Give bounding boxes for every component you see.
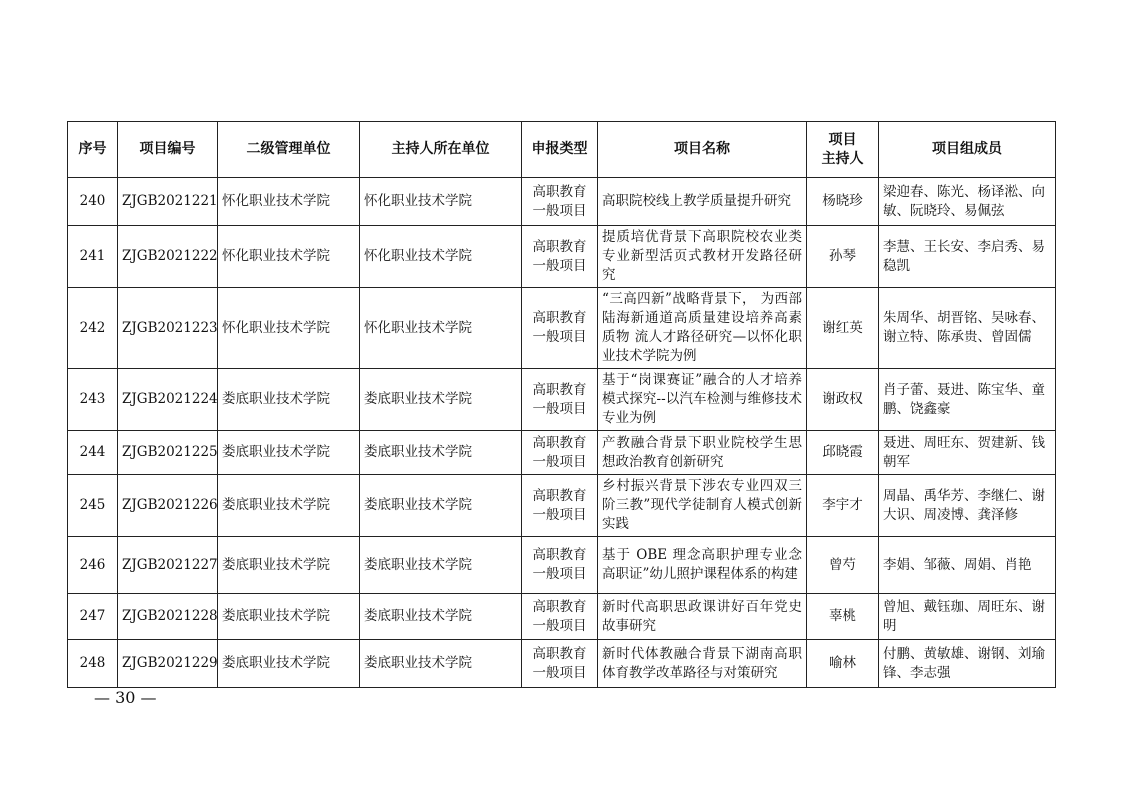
header-host-line2: 主持人 <box>821 150 864 167</box>
cell-unit: 娄底职业技术学院 <box>218 475 360 537</box>
cell-type: 高职教育一般项目 <box>522 431 598 475</box>
cell-project-name: 基于“岗课赛证”融合的人才培养模式探究--以汽车检测与维修技术专业为例 <box>598 369 807 431</box>
cell-members: 肖子蕾、聂进、陈宝华、童鹏、饶鑫豪 <box>879 369 1056 431</box>
table-body <box>68 178 1056 688</box>
table-row <box>68 640 1056 688</box>
header-code: 项目编号 <box>118 122 218 178</box>
cell-host-unit: 娄底职业技术学院 <box>360 640 522 688</box>
table-row <box>68 537 1056 594</box>
cell-code: ZJGB2021221 <box>118 178 218 226</box>
cell-host: 杨晓珍 <box>807 178 879 226</box>
cell-type: 高职教育一般项目 <box>522 369 598 431</box>
table-row <box>68 594 1056 640</box>
header-host <box>807 122 879 178</box>
cell-unit: 娄底职业技术学院 <box>218 369 360 431</box>
header-type: 申报类型 <box>522 122 598 178</box>
header-unit: 二级管理单位 <box>218 122 360 178</box>
header-members: 项目组成员 <box>879 122 1056 178</box>
cell-host: 邱晓霞 <box>807 431 879 475</box>
cell-host: 孙琴 <box>807 226 879 288</box>
header-host-unit: 主持人所在单位 <box>360 122 522 178</box>
cell-type: 高职教育一般项目 <box>522 288 598 369</box>
cell-host-unit: 怀化职业技术学院 <box>360 288 522 369</box>
cell-unit: 怀化职业技术学院 <box>218 226 360 288</box>
cell-unit: 怀化职业技术学院 <box>218 288 360 369</box>
cell-unit: 娄底职业技术学院 <box>218 640 360 688</box>
cell-code: ZJGB2021226 <box>118 475 218 537</box>
cell-type: 高职教育一般项目 <box>522 594 598 640</box>
header-name: 项目名称 <box>598 122 807 178</box>
cell-project-name: 新时代高职思政课讲好百年党史故事研究 <box>598 594 807 640</box>
cell-type: 高职教育一般项目 <box>522 640 598 688</box>
page-number: — 30 — <box>94 688 157 707</box>
cell-project-name: “三高四新”战略背景下， 为西部陆海新通道高质量建设培养高素质物 流人才路径研究—以怀化职业技术学院为例 <box>598 288 807 369</box>
cell-members: 付鹏、黄敏雄、谢钢、刘瑜锋、李志强 <box>879 640 1056 688</box>
cell-members: 朱周华、胡晋铭、吴咏春、谢立特、陈承贵、曾固儒 <box>879 288 1056 369</box>
cell-code: ZJGB2021229 <box>118 640 218 688</box>
cell-type: 高职教育一般项目 <box>522 475 598 537</box>
cell-members: 曾旭、戴钰珈、周旺东、谢明 <box>879 594 1056 640</box>
cell-seq: 242 <box>68 288 118 369</box>
cell-host-unit: 娄底职业技术学院 <box>360 369 522 431</box>
cell-host: 喻林 <box>807 640 879 688</box>
table-row <box>68 226 1056 288</box>
cell-host: 李宇才 <box>807 475 879 537</box>
project-table <box>67 121 1056 688</box>
cell-host-unit: 娄底职业技术学院 <box>360 537 522 594</box>
cell-seq: 243 <box>68 369 118 431</box>
cell-seq: 244 <box>68 431 118 475</box>
table-row <box>68 369 1056 431</box>
cell-seq: 246 <box>68 537 118 594</box>
cell-host: 谢政权 <box>807 369 879 431</box>
cell-members: 梁迎春、陈光、杨译淞、向敏、阮晓玲、易佩弦 <box>879 178 1056 226</box>
table-row <box>68 475 1056 537</box>
cell-host-unit: 娄底职业技术学院 <box>360 475 522 537</box>
cell-code: ZJGB2021223 <box>118 288 218 369</box>
cell-seq: 248 <box>68 640 118 688</box>
cell-project-name: 产教融合背景下职业院校学生思想政治教育创新研究 <box>598 431 807 475</box>
cell-unit: 怀化职业技术学院 <box>218 178 360 226</box>
cell-type: 高职教育一般项目 <box>522 226 598 288</box>
cell-code: ZJGB2021228 <box>118 594 218 640</box>
table-row <box>68 431 1056 475</box>
cell-host-unit: 娄底职业技术学院 <box>360 594 522 640</box>
cell-seq: 241 <box>68 226 118 288</box>
cell-host-unit: 怀化职业技术学院 <box>360 226 522 288</box>
cell-unit: 娄底职业技术学院 <box>218 431 360 475</box>
cell-host: 谢红英 <box>807 288 879 369</box>
cell-project-name: 新时代体教融合背景下湖南高职体育教学改革路径与对策研究 <box>598 640 807 688</box>
table-row <box>68 288 1056 369</box>
cell-members: 李娟、邹薇、周娟、肖艳 <box>879 537 1056 594</box>
cell-host-unit: 怀化职业技术学院 <box>360 178 522 226</box>
cell-members: 周晶、禹华芳、李继仁、谢大识、周凌博、龚泽修 <box>879 475 1056 537</box>
cell-host: 曾芍 <box>807 537 879 594</box>
cell-members: 李慧、王长安、李启秀、易稳凯 <box>879 226 1056 288</box>
cell-seq: 240 <box>68 178 118 226</box>
cell-host-unit: 娄底职业技术学院 <box>360 431 522 475</box>
cell-project-name: 基于 OBE 理念高职护理专业念高职证”幼儿照护课程体系的构建 <box>598 537 807 594</box>
cell-seq: 245 <box>68 475 118 537</box>
cell-code: ZJGB2021227 <box>118 537 218 594</box>
table-header-row <box>68 122 1056 178</box>
table-row <box>68 178 1056 226</box>
cell-code: ZJGB2021222 <box>118 226 218 288</box>
header-seq: 序号 <box>68 122 118 178</box>
cell-unit: 娄底职业技术学院 <box>218 594 360 640</box>
cell-members: 聂进、周旺东、贺建新、钱朝军 <box>879 431 1056 475</box>
cell-project-name: 提质培优背景下高职院校农业类专业新型活页式教材开发路径研究 <box>598 226 807 288</box>
cell-host: 辜桃 <box>807 594 879 640</box>
cell-code: ZJGB2021224 <box>118 369 218 431</box>
cell-type: 高职教育一般项目 <box>522 178 598 226</box>
cell-project-name: 高职院校线上教学质量提升研究 <box>598 178 807 226</box>
cell-project-name: 乡村振兴背景下涉农专业四双三阶三教”现代学徒制育人模式创新实践 <box>598 475 807 537</box>
header-host-line1: 项目 <box>828 131 857 148</box>
cell-code: ZJGB2021225 <box>118 431 218 475</box>
cell-type: 高职教育一般项目 <box>522 537 598 594</box>
cell-unit: 娄底职业技术学院 <box>218 537 360 594</box>
cell-seq: 247 <box>68 594 118 640</box>
